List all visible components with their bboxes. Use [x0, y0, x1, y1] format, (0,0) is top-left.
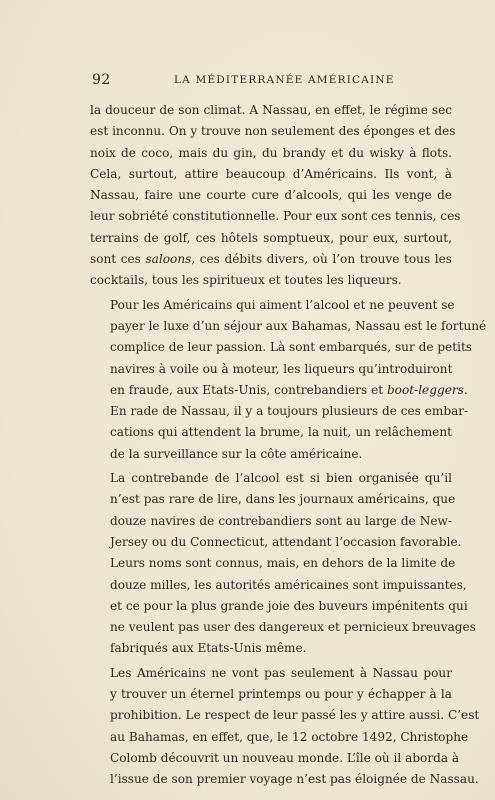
text-line: Cela, surtout, attire beaucoup d’Américains. Ils vont, à — [90, 166, 452, 181]
text-line: Colomb découvrit un nouveau monde. L’île où il aborda à — [110, 750, 460, 765]
text-line: n’est pas rare de lire, dans les journaux américains, que — [110, 492, 456, 507]
text-line: au Bahamas, en effet, que, le 12 octobre 1492, Christophe — [110, 729, 469, 744]
italic-term: boot-leggers — [386, 382, 464, 397]
text-line: Leurs noms sont connus, mais, en dehors de la limite de — [110, 556, 456, 571]
text-line: est inconnu. On y trouve non seulement des éponges et des — [90, 124, 456, 139]
paragraph-4 — [90, 663, 480, 791]
text-line: leur sobriété constitutionnelle. Pour eux sont ces tennis, ces — [90, 209, 461, 224]
text-line: en fraude, aux Etats-Unis, contrebandiers et boot-leggers. — [110, 382, 468, 397]
text-line: En rade de Nassau, il y a toujours plusieurs de ces embar- — [110, 404, 469, 419]
text-line: Pour les Américains qui aiment l’alcool et ne peuvent se — [110, 297, 455, 312]
text-line: douze navires de contrebandiers sont au large de New- — [110, 513, 452, 528]
body-text — [90, 100, 487, 791]
text-line: de la surveillance sur la côte américaine. — [110, 446, 363, 461]
text-line: l’issue de son premier voyage n’est pas éloignée de Nassau. — [110, 772, 479, 787]
text-line: prohibition. Le respect de leur passé les y attire aussi. C’est — [110, 708, 480, 723]
text-line: ne veulent pas user des dangereux et pernicieux breuvages — [110, 620, 476, 635]
paragraph-1 — [90, 100, 461, 292]
page-header — [92, 72, 452, 90]
text-line: y trouver un éternel printemps ou pour y échapper à la — [110, 687, 452, 702]
text-line: Nassau, faire une courte cure d’alcools, qui les venge de — [90, 188, 452, 203]
running-title: LA MÉDITERRANÉE AMÉRICAINE — [174, 74, 395, 86]
text-line: sont ces saloons, ces débits divers, où l’on trouve tous les — [90, 252, 452, 267]
text-line: la douceur de son climat. A Nassau, en effet, le régime sec — [90, 103, 452, 117]
italic-term: saloons — [145, 252, 192, 267]
text-line: payer le luxe d’un séjour aux Bahamas, Nassau est le fortuné — [110, 318, 487, 333]
text-line: navires à voile ou à moteur, les liqueurs qu’introduiront — [110, 361, 453, 376]
text-line: cocktails, tous les spiritueux et toutes les liqueurs. — [90, 273, 402, 288]
text-line: cations qui attendent la brume, la nuit, un relâchement — [110, 425, 452, 440]
text-line: terrains de golf, ces hôtels somptueux, pour eux, surtout, — [90, 230, 452, 245]
text-line: La contrebande de l’alcool est si bien organisée qu’il — [110, 471, 452, 486]
text-line: et ce pour la plus grande joie des buveurs impénitents qui — [110, 598, 468, 613]
paragraph-3 — [90, 468, 476, 660]
text-line: Jersey ou du Connecticut, attendant l’occasion favorable. — [110, 534, 462, 549]
text-line: complice de leur passion. Là sont embarqués, sur de petits — [110, 340, 473, 355]
text-line: Les Américains ne vont pas seulement à Nassau pour — [110, 665, 452, 680]
text-line: douze milles, les autorités américaines sont impuissantes, — [110, 577, 467, 592]
text-line: noix de coco, mais du gin, du brandy et du wisky à flots. — [90, 145, 452, 160]
paragraph-2 — [90, 295, 487, 465]
page-number: 92 — [92, 72, 111, 88]
text-line: fabriqués aux Etats-Unis même. — [110, 641, 307, 656]
